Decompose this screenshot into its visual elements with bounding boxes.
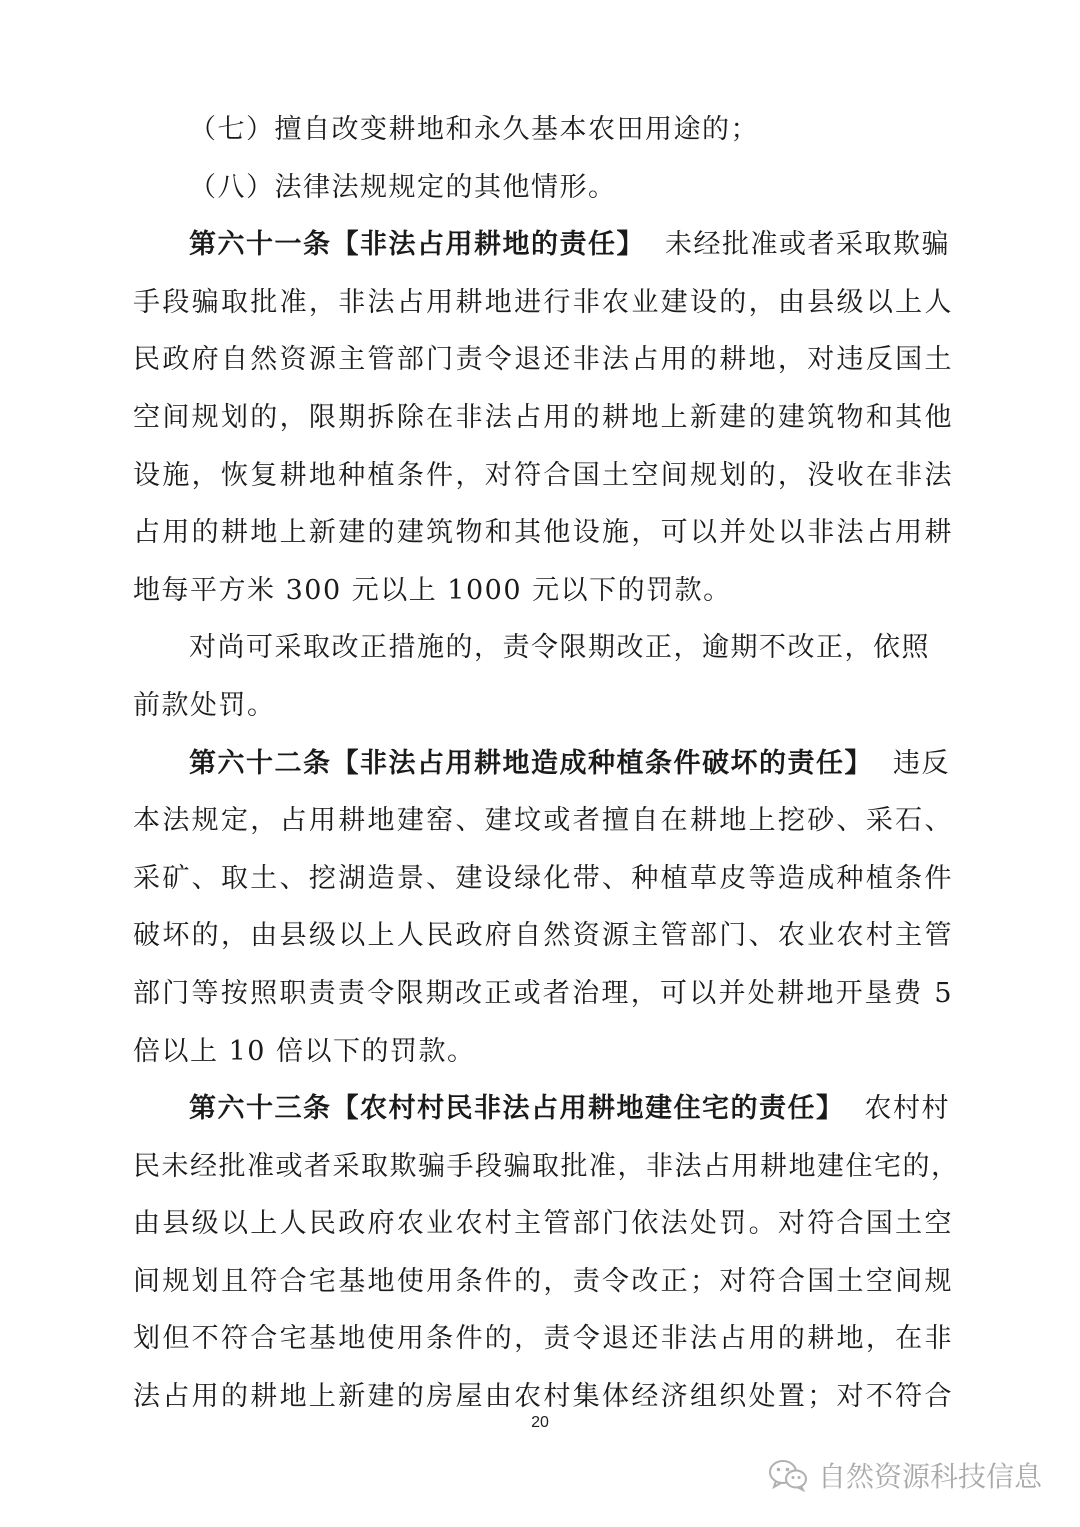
text-line: 破坏的，由县级以上人民政府自然资源主管部门、农业农村主管	[133, 920, 953, 952]
article-62-heading: 第六十二条【非法占用耕地造成种植条件破坏的责任】	[189, 747, 873, 779]
text-line: 设施，恢复耕地种植条件，对符合国土空间规划的，没收在非法	[133, 459, 953, 491]
text-line: 地每平方米 300 元以上 1000 元以下的罚款。	[133, 574, 732, 606]
text-line: 本法规定，占用耕地建窑、建坟或者擅自在耕地上挖砂、采石、	[133, 805, 953, 837]
text-line: 部门等按照职责责令限期改正或者治理，可以并处耕地开垦费 5	[133, 977, 953, 1009]
wechat-icon	[768, 1458, 808, 1492]
document-body	[133, 101, 960, 1426]
text-line: 倍以上 10 倍以下的罚款。	[133, 1035, 476, 1067]
text-line: 法占用的耕地上新建的房屋由农村集体经济组织处置；对不符合	[133, 1381, 953, 1413]
article-61-heading: 第六十一条【非法占用耕地的责任】	[189, 229, 645, 261]
text-line: 民未经批准或者采取欺骗手段骗取批准，非法占用耕地建住宅的，	[133, 1150, 960, 1182]
article-63-first-line	[133, 1080, 953, 1138]
watermark	[768, 1455, 1042, 1495]
article-61-first-line	[133, 216, 953, 274]
article-61-second-paragraph: 对尚可采取改正措施的，责令限期改正，逾期不改正，依照	[189, 632, 930, 664]
article-63-heading: 第六十三条【农村村民非法占用耕地建住宅的责任】	[189, 1093, 845, 1125]
text-line: 空间规划的，限期拆除在非法占用的耕地上新建的建筑物和其他	[133, 401, 953, 433]
text-line: 民政府自然资源主管部门责令退还非法占用的耕地，对违反国土	[133, 344, 953, 376]
text-line: 手段骗取批准，非法占用耕地进行非农业建设的，由县级以上人	[133, 286, 953, 318]
clause-8: （八）法律法规规定的其他情形。	[189, 171, 617, 203]
article-62-text: 违反	[893, 747, 950, 779]
text-line: 间规划且符合宅基地使用条件的，责令改正；对符合国土空间规	[133, 1265, 953, 1297]
text-line: 由县级以上人民政府农业农村主管部门依法处罚。对符合国土空	[133, 1208, 953, 1240]
text-line: 占用的耕地上新建的建筑物和其他设施，可以并处以非法占用耕	[133, 517, 953, 549]
clause-7: （七）擅自改变耕地和永久基本农田用途的；	[189, 114, 759, 145]
article-61-text: 未经批准或者采取欺骗	[665, 229, 950, 261]
article-63-text: 农村村	[864, 1093, 950, 1125]
page-number: 20	[531, 1414, 549, 1431]
text-line: 前款处罚。	[133, 689, 276, 721]
watermark-text: 自然资源科技信息	[817, 1460, 1042, 1493]
text-line: 划但不符合宅基地使用条件的，责令退还非法占用的耕地，在非	[133, 1323, 953, 1355]
text-line: 采矿、取土、挖湖造景、建设绿化带、种植草皮等造成种植条件	[133, 862, 953, 894]
article-62-first-line	[133, 735, 953, 793]
